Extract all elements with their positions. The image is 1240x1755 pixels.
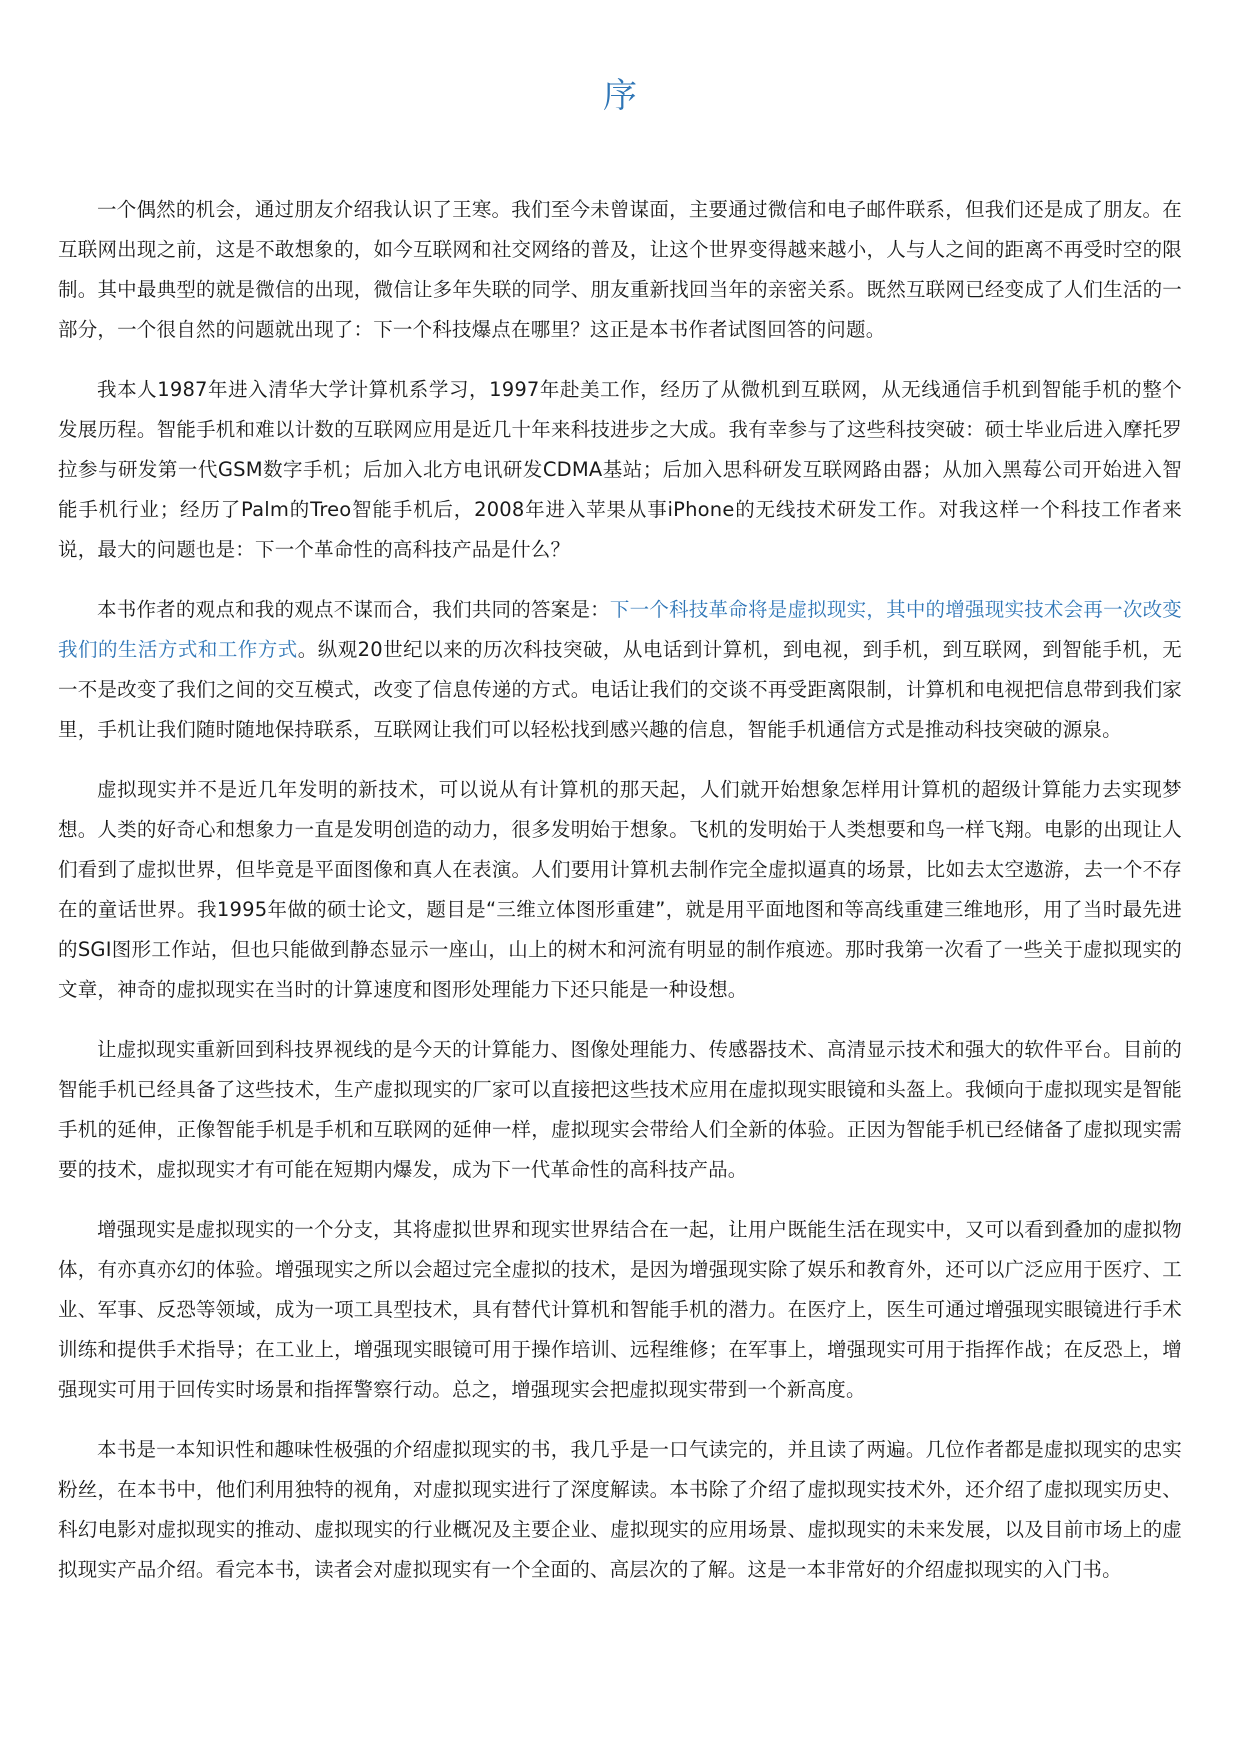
paragraph-4: 虚拟现实并不是近几年发明的新技术，可以说从有计算机的那天起，人们就开始想象怎样用计算机的超级计算能力去实现梦想。人类的好奇心和想象力一直是发明创造的动力，很多发明始于想象。飞机的发明始于人类想要和鸟一样飞翔。电影的出现让人们看到了虚拟世界，但毕竟是平面图像和真人在表演。人们要用计算机去制作完全虚拟逼真的场景，比如去太空遨游，去一个不存在的童话世界。我1995年做的硕士论文，题目是“三维立体图形重建”，就是用平面地图和等高线重建三维地形，用了当时最先进的SGI图形工作站，但也只能做到静态显示一座山，山上的树木和河流有明显的制作痕迹。那时我第一次看了一些关于虚拟现实的文章，神奇的虚拟现实在当时的计算速度和图形处理能力下还只能是一种设想。 bbox=[58, 778, 1182, 1001]
paragraph-5: 让虚拟现实重新回到科技界视线的是今天的计算能力、图像处理能力、传感器技术、高清显示技术和强大的软件平台。目前的智能手机已经具备了这些技术，生产虚拟现实的厂家可以直接把这些技术应用在虚拟现实眼镜和头盔上。我倾向于虚拟现实是智能手机的延伸，正像智能手机是手机和互联网的延伸一样，虚拟现实会带给人们全新的体验。正因为智能手机已经储备了虚拟现实需要的技术，虚拟现实才有可能在短期内爆发，成为下一代革命性的高科技产品。 bbox=[58, 1038, 1182, 1181]
paragraph-3-body: 。纵观20世纪以来的历次科技突破，从电话到计算机，到电视，到手机，到互联网，到智能手机，无一不是改变了我们之间的交互模式，改变了信息传递的方式。电话让我们的交谈不再受距离限制，计算机和电视把信息带到我们家里，手机让我们随时随地保持联系，互联网让我们可以轻松找到感兴趣的信息，智能手机通信方式是推动科技突破的源泉。 bbox=[58, 638, 1182, 741]
paragraph-3-intro: 本书作者的观点和我的观点不谋而合，我们共同的答案是： bbox=[97, 598, 610, 621]
paragraph-6: 增强现实是虚拟现实的一个分支，其将虚拟世界和现实世界结合在一起，让用户既能生活在现实中，又可以看到叠加的虚拟物体，有亦真亦幻的体验。增强现实之所以会超过完全虚拟的技术，是因为增强现实除了娱乐和教育外，还可以广泛应用于医疗、工业、军事、反恐等领域，成为一项工具型技术，具有替代计算机和智能手机的潜力。在医疗上，医生可通过增强现实眼镜进行手术训练和提供手术指导；在工业上，增强现实眼镜可用于操作培训、远程维修；在军事上，增强现实可用于指挥作战；在反恐上，增强现实可用于回传实时场景和指挥警察行动。总之，增强现实会把虚拟现实带到一个新高度。 bbox=[58, 1218, 1182, 1401]
highlighted-answer: 下一个科技革命将是虚拟现实，其中的增强现实技术会再一次改变我们的生活方式和工作方式 bbox=[58, 598, 1182, 661]
body-text bbox=[58, 190, 1182, 1610]
paragraph-7: 本书是一本知识性和趣味性极强的介绍虚拟现实的书，我几乎是一口气读完的，并且读了两遍。几位作者都是虚拟现实的忠实粉丝，在本书中，他们利用独特的视角，对虚拟现实进行了深度解读。本书除了介绍了虚拟现实技术外，还介绍了虚拟现实历史、科幻电影对虚拟现实的推动、虚拟现实的行业概况及主要企业、虚拟现实的应用场景、虚拟现实的未来发展，以及目前市场上的虚拟现实产品介绍。看完本书，读者会对虚拟现实有一个全面的、高层次的了解。这是一本非常好的介绍虚拟现实的入门书。 bbox=[58, 1438, 1182, 1581]
paragraph-2: 我本人1987年进入清华大学计算机系学习，1997年赴美工作，经历了从微机到互联网，从无线通信手机到智能手机的整个发展历程。智能手机和难以计数的互联网应用是近几十年来科技进步之大成。我有幸参与了这些科技突破：硕士毕业后进入摩托罗拉参与研发第一代GSM数字手机；后加入北方电讯研发CDMA基站；后加入思科研发互联网路由器；从加入黑莓公司开始进入智能手机行业；经历了Palm的Treo智能手机后，2008年进入苹果从事iPhone的无线技术研发工作。对我这样一个科技工作者来说，最大的问题也是：下一个革命性的高科技产品是什么？ bbox=[58, 378, 1182, 561]
paragraph-3 bbox=[58, 590, 1182, 750]
page-title: 序 bbox=[603, 76, 637, 116]
paragraph-1: 一个偶然的机会，通过朋友介绍我认识了王寒。我们至今未曾谋面，主要通过微信和电子邮件联系，但我们还是成了朋友。在互联网出现之前，这是不敢想象的，如今互联网和社交网络的普及，让这个世界变得越来越小，人与人之间的距离不再受时空的限制。其中最典型的就是微信的出现，微信让多年失联的同学、朋友重新找回当年的亲密关系。既然互联网已经变成了人们生活的一部分，一个很自然的问题就出现了：下一个科技爆点在哪里？这正是本书作者试图回答的问题。 bbox=[58, 198, 1182, 341]
